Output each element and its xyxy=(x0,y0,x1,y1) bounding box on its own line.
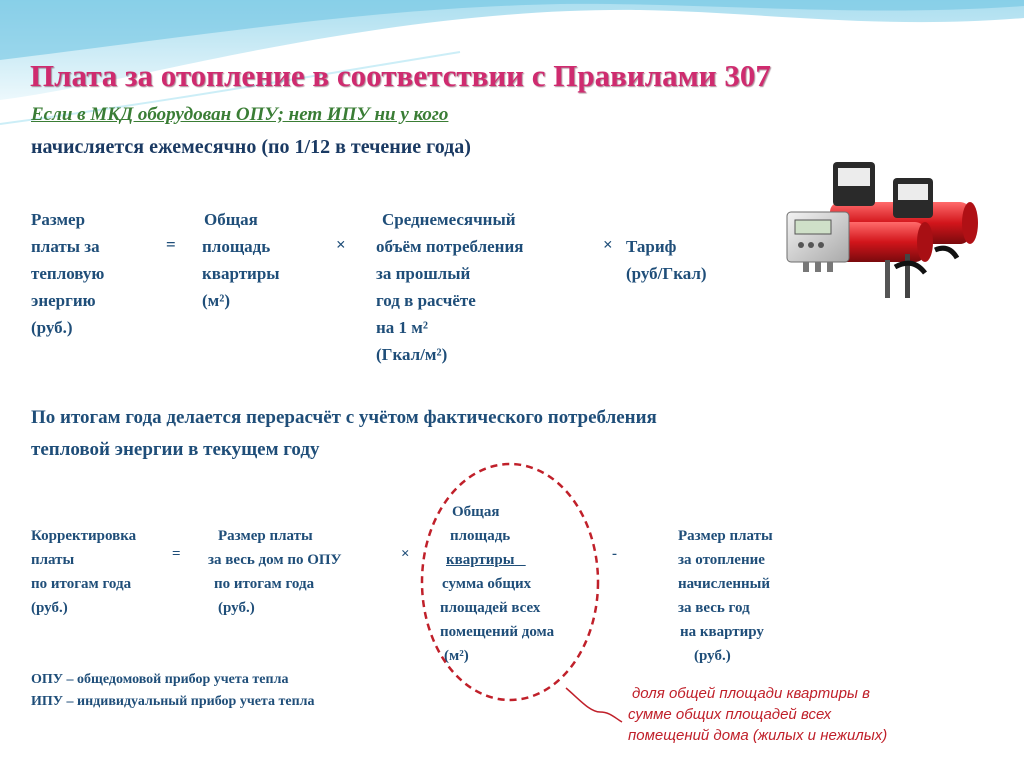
area-share-note: доля общей площади квартиры в сумме общих площадей всех помещений дома (жилых и нежилых) xyxy=(628,685,888,744)
formula1-volume: Среднемесячный объём потребления за прошлый год в расчёте на 1 м² (Гкал/м²) xyxy=(376,210,524,364)
heat-meter-device-image xyxy=(775,142,990,317)
abbreviation-definitions: ОПУ – общедомовой прибор учета тепла ИПУ – индивидуальный прибор учета тепла xyxy=(31,672,315,709)
formula1-area: Общая площадь квартиры (м²) xyxy=(202,210,280,310)
formula2-result: Корректировка платы по итогам года (руб.) xyxy=(31,528,137,616)
formula1-times-1: × xyxy=(336,235,346,254)
formula2-area-fraction: Общая площадь квартиры сумма общих площадей всех помещений дома (м²) xyxy=(440,504,555,664)
intro-text: начисляется ежемесячно (по 1/12 в течение года) xyxy=(31,136,471,158)
page-title: Плата за отопление в соответствии с Правилами 307 xyxy=(30,58,771,93)
formula2-minus: - xyxy=(612,546,617,562)
page-subtitle: Если в МКД оборудован ОПУ; нет ИПУ ни у кого xyxy=(31,104,449,125)
formula1-equals: = xyxy=(166,235,176,254)
formula2-house-payment: Размер платы за весь дом по ОПУ по итогам года (руб.) xyxy=(208,528,342,616)
recalculation-summary: По итогам года делается перерасчёт с учётом фактического потребления тепловой энергии в текущем году xyxy=(31,407,657,460)
formula2-times: × xyxy=(401,546,410,562)
formula1-tariff: Тариф (руб/Гкал) xyxy=(626,237,707,283)
formula1-result: Размер платы за тепловую энергию (руб.) xyxy=(31,210,105,337)
note-pointer-line xyxy=(566,688,622,722)
formula1-times-2: × xyxy=(603,235,613,254)
formula2-equals: = xyxy=(172,546,181,562)
formula2-charged-payment: Размер платы за отопление начисленный за весь год на квартиру (руб.) xyxy=(678,528,773,664)
